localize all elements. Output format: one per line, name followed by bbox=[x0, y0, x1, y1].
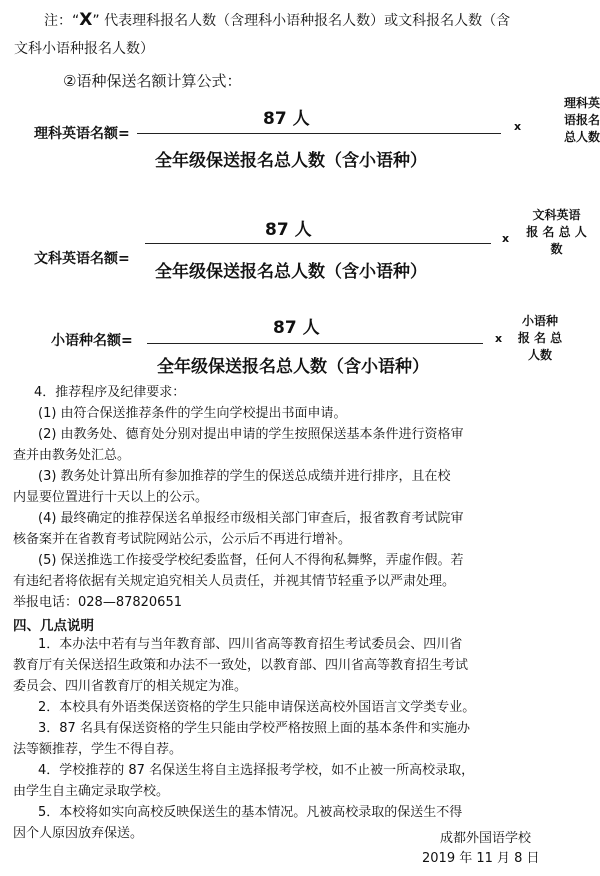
list-item: 核备案并在省教育考试院网站公示，公示后不再进行增补。 bbox=[13, 532, 352, 547]
list-item: 法等额推荐，学生不得自荐。 bbox=[13, 742, 183, 757]
fraction-bar bbox=[147, 343, 483, 344]
signature-org: 成都外国语学校 bbox=[440, 831, 532, 846]
list-item: 2．本校具有外语类保送资格的学生只能申请保送高校外国语言文学类专业。 bbox=[38, 700, 476, 715]
list-item: 由学生自主确定录取学校。 bbox=[13, 784, 170, 799]
note-line-2: 文科小语种报名人数） bbox=[14, 41, 154, 57]
section4-items bbox=[13, 403, 588, 613]
multiplier-line: 文科英语 bbox=[532, 208, 581, 222]
formula-multiplier bbox=[524, 207, 589, 258]
multiplier-line: 报 名 总 bbox=[517, 331, 563, 345]
list-item: (5) 保送推选工作接受学校纪委监督，任何人不得徇私舞弊，弄虚作假。若 bbox=[38, 553, 464, 568]
formula-denominator: 全年级保送报名总人数（含小语种） bbox=[155, 262, 427, 282]
formula-label: 理科英语名额= bbox=[34, 126, 130, 142]
formula-label: 小语种名额= bbox=[51, 333, 133, 349]
list-item: 4．学校推荐的 87 名保送生将自主选择报考学校，如不止被一所高校录取， bbox=[38, 763, 475, 778]
formula-multiplier bbox=[540, 95, 600, 146]
formula-numerator: 87 人 bbox=[273, 318, 320, 338]
list-item: (3) 教务处计算出所有参加推荐的学生的保送总成绩并进行排序，且在校 bbox=[38, 469, 451, 484]
multiplier-line: 数 bbox=[550, 242, 563, 256]
multiplier-line: 人数 bbox=[527, 348, 552, 362]
list-item: 教育厅有关保送招生政策和办法不一致处，以教育部、四川省高等教育招生考试 bbox=[13, 658, 469, 673]
formula-multiplier bbox=[510, 313, 570, 364]
signature-date: 2019 年 11 月 8 日 bbox=[422, 851, 540, 866]
note-line-1 bbox=[44, 10, 510, 30]
multiply-sign: x bbox=[502, 232, 510, 245]
multiply-sign: x bbox=[514, 120, 522, 133]
list-item: (4) 最终确定的推荐保送名单报经市级相关部门审查后，报省教育考试院审 bbox=[38, 511, 464, 526]
hotline: 举报电话：028—87820651 bbox=[13, 595, 182, 610]
formula-heading: ②语种保送名额计算公式： bbox=[63, 72, 242, 90]
list-item: 查并由教务处汇总。 bbox=[13, 448, 131, 463]
list-item: 有违纪者将依据有关规定追究相关人员责任，并视其情节轻重予以严肃处理。 bbox=[13, 574, 456, 589]
formula-numerator: 87 人 bbox=[263, 109, 310, 129]
formula-numerator: 87 人 bbox=[265, 220, 312, 240]
multiplier-line: 小语种 bbox=[521, 314, 558, 328]
note-prefix: 注：“ bbox=[44, 13, 80, 29]
list-item: 因个人原因放弃保送。 bbox=[13, 826, 144, 841]
multiplier-line: 语报名 bbox=[563, 113, 600, 127]
list-item: 3．87 名具有保送资格的学生只能由学校严格按照上面的基本条件和实施办 bbox=[38, 721, 470, 736]
multiply-sign: x bbox=[495, 332, 503, 345]
multiplier-line: 报 名 总 人 bbox=[526, 225, 587, 239]
list-item: 5．本校将如实向高校反映保送生的基本情况。凡被高校录取的保送生不得 bbox=[38, 805, 463, 820]
section-four-title: 四、几点说明 bbox=[13, 618, 94, 634]
fraction-bar bbox=[137, 133, 501, 134]
list-item: (1) 由符合保送推荐条件的学生向学校提出书面申请。 bbox=[38, 406, 347, 421]
multiplier-line: 总人数 bbox=[563, 130, 600, 144]
list-item: 1．本办法中若有与当年教育部、四川省高等教育招生考试委员会、四川省 bbox=[38, 637, 463, 652]
formula-denominator: 全年级保送报名总人数（含小语种） bbox=[155, 151, 427, 171]
multiplier-line: 理科英 bbox=[563, 96, 600, 110]
list-item: 内显要位置进行十天以上的公示。 bbox=[13, 490, 209, 505]
section4-title: 4．推荐程序及纪律要求： bbox=[34, 385, 186, 400]
section-four-lines bbox=[13, 634, 588, 844]
note-symbol: X bbox=[79, 10, 93, 30]
fraction-bar bbox=[145, 243, 491, 244]
list-item: 委员会、四川省教育厅的相关规定为准。 bbox=[13, 679, 248, 694]
formula-label: 文科英语名额= bbox=[34, 251, 130, 267]
list-item: (2) 由教务处、德育处分别对提出申请的学生按照保送基本条件进行资格审 bbox=[38, 427, 464, 442]
note-line1-rest: ” 代表理科报名人数（含理科小语种报名人数）或文科报名人数（含 bbox=[92, 13, 511, 29]
formula-denominator: 全年级保送报名总人数（含小语种） bbox=[157, 357, 429, 377]
